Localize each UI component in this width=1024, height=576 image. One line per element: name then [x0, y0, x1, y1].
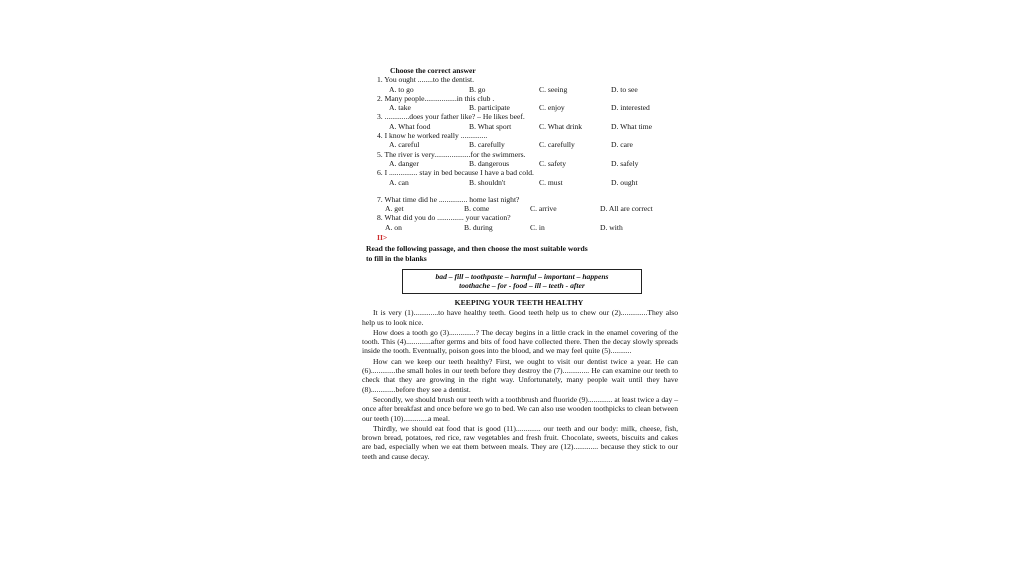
option-a: A. take: [389, 103, 411, 113]
passage-paragraph-3: How can we keep our teeth healthy? First, we ought to visit our dentist twice a year. He can (6).............the small holes in our teeth before they destroy the (7).............. He can examine our teeth to check that they are growing in the right way. Unfortunately, many people wait until they have (8).............before they see a dentist.: [362, 356, 678, 394]
option-c: C. safety: [539, 158, 566, 168]
option-d: D. All are correct: [600, 204, 653, 214]
option-c: C. carefully: [539, 140, 575, 150]
option-a: A. danger: [389, 158, 419, 168]
option-b: B. go: [469, 84, 486, 94]
question-5: 5. The river is very...................for the swimmers.: [377, 149, 526, 159]
option-b: B. participate: [469, 103, 510, 113]
question-1-options: [389, 85, 678, 94]
question-3: 3. .............does your father like? – He likes beef.: [377, 112, 525, 122]
option-c: C. must: [539, 177, 563, 187]
option-a: A. on: [385, 222, 402, 232]
passage-title: KEEPING YOUR TEETH HEALTHY: [454, 297, 584, 307]
section-2-instruction: Read the following passage, and then choose the most suitable words to fill in the blanks: [366, 244, 588, 263]
option-b: B. come: [464, 204, 490, 214]
option-a: A. careful: [389, 140, 420, 150]
option-c: C. What drink: [539, 121, 583, 131]
option-d: D. to see: [611, 84, 638, 94]
section-heading: Choose the correct answer: [390, 66, 476, 75]
question-2-options: [389, 103, 678, 112]
option-d: D. safely: [611, 158, 639, 168]
passage-paragraph-5: Thirdly, we should eat food that is good (11)............. our teeth and our body: milk, cheese, fish, brown bread, potatoes, red rice, raw vegetables and fresh fruit. Chocolate, sweets, biscuits and cakes are bad, especially when we eat them between meals. They are (12)............. because they stick to our teeth and cause decay.: [362, 423, 678, 461]
question-7-options: [385, 204, 678, 213]
option-d: D. What time: [611, 121, 652, 131]
question-6: 6. I ............... stay in bed because I have a bad cold.: [377, 168, 534, 178]
passage-paragraph-2: How does a tooth go (3)..............? The decay begins in a little crack in the enamel covering of the tooth. This (4).............after germs and bits of food have collected there. Then the decay slowly spreads inside the tooth. Eventually, poison goes into the blood, and we may feel quite (5)...........: [362, 327, 678, 356]
word-box: bad – fill – toothpaste – harmful – important – happens toothache – for - food – ill – teeth - after: [402, 269, 642, 294]
option-b: B. during: [464, 222, 493, 232]
worksheet-page: [360, 66, 678, 536]
question-4: 4. I know he worked really ..............: [377, 131, 488, 141]
question-5-options: [389, 159, 678, 168]
option-d: D. with: [600, 222, 623, 232]
option-d: D. interested: [611, 103, 650, 113]
option-a: A. get: [385, 204, 404, 214]
question-2: 2. Many people.................in this club .: [377, 93, 495, 103]
option-d: D. care: [611, 140, 633, 150]
question-7: 7. What time did he ............... home last night?: [377, 194, 520, 204]
question-4-options: [389, 140, 678, 149]
option-b: B. dangerous: [469, 158, 510, 168]
option-a: A. What food: [389, 121, 431, 131]
option-b: B. What sport: [469, 121, 512, 131]
option-c: C. seeing: [539, 84, 568, 94]
option-a: A. can: [389, 177, 409, 187]
option-b: B. shouldn't: [469, 177, 506, 187]
option-c: C. in: [530, 222, 545, 232]
question-3-options: [389, 122, 678, 131]
option-c: C. enjoy: [539, 103, 565, 113]
question-8: 8. What did you do .............. your vacation?: [377, 213, 511, 223]
passage-paragraph-4: Secondly, we should brush our teeth with a toothbrush and fluoride (9)............. at least twice a day – once after breakfast and once before we go to bed. We can also use wooden toothpicks to clean between our teeth (10).............a meal.: [362, 394, 678, 423]
option-b: B. carefully: [469, 140, 505, 150]
question-8-options: [385, 223, 678, 232]
section-2-label: II>: [377, 233, 388, 243]
question-6-options: [389, 178, 678, 187]
option-d: D. ought: [611, 177, 638, 187]
option-c: C. arrive: [530, 204, 557, 214]
passage-paragraph-1: It is very (1).............to have healthy teeth. Good teeth help us to chew our (2)..............They also help us to look nice.: [362, 308, 678, 327]
option-a: A. to go: [389, 84, 414, 94]
question-1: 1. You ought ........to the dentist.: [377, 75, 475, 85]
